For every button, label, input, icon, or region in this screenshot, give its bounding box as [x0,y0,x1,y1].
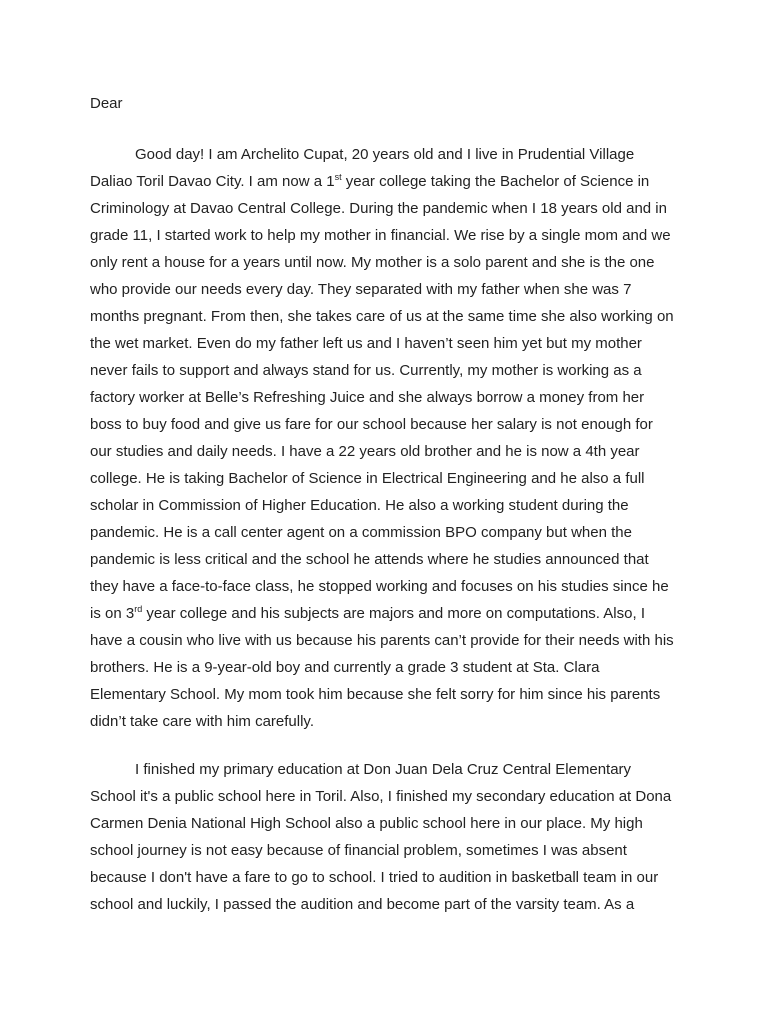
text-line: factory worker at Belle’s Refreshing Juice and she always borrow a money from her [90,389,645,406]
text-line: Carmen Denia National High School also a public school here in our place. My high [90,815,643,832]
text-line: pandemic. He is a call center agent on a commission BPO company but when the [90,524,632,541]
text-segment: year college taking the Bachelor of Science in [341,173,650,190]
text-line: scholar in Commission of Higher Education. He also a working student during the [90,497,629,514]
paragraph-family-background [90,141,710,735]
text-segment: is on 3 [90,605,135,622]
text-line: pandemic is less critical and the school he attends where he studies announced that [90,551,649,568]
text-line: grade 11, I started work to help my mother in financial. We rise by a single mom and we [90,227,671,244]
text-line: Criminology at Davao Central College. During the pandemic when I 18 years old and in [90,200,667,217]
text-line: college. He is taking Bachelor of Science in Electrical Engineering and he also a full [90,470,645,487]
text-line: our studies and daily needs. I have a 22 years old brother and he is now a 4th year [90,443,640,460]
letter-greeting: Dear [90,95,123,112]
text-line: months pregnant. From then, she takes care of us at the same time she also working on [90,308,674,325]
text-line [90,600,710,627]
text-line: boss to buy food and give us fare for our school because her salary is not enough for [90,416,653,433]
text-line: school journey is not easy because of financial problem, sometimes I was absent [90,842,627,859]
superscript: st [334,172,342,182]
text-line: school and luckily, I passed the audition and become part of the varsity team. As a [90,896,635,913]
text-line: who provide our needs every day. They separated with my father when she was 7 [90,281,632,298]
text-line: didn’t take care with him carefully. [90,713,314,730]
superscript: rd [134,604,143,614]
text-line: Elementary School. My mom took him because she felt sorry for him since his parents [90,686,661,703]
text-line: Good day! I am Archelito Cupat, 20 years old and I live in Prudential Village [135,146,635,163]
text-line: I finished my primary education at Don Juan Dela Cruz Central Elementary [135,761,632,778]
text-line: the wet market. Even do my father left us and I haven’t seen him yet but my mother [90,335,642,352]
text-line: School it's a public school here in Toril. Also, I finished my secondary education at Dona [90,788,672,805]
paragraph-education [90,756,710,918]
text-line: have a cousin who live with us because his parents can’t provide for their needs with his [90,632,674,649]
text-segment: year college and his subjects are majors and more on computations. Also, I [142,605,645,622]
text-line [90,168,710,195]
text-line: because I don't have a fare to go to school. I tried to audition in basketball team in our [90,869,659,886]
text-line: only rent a house for a years until now. My mother is a solo parent and she is the one [90,254,655,271]
text-line: brothers. He is a 9-year-old boy and currently a grade 3 student at Sta. Clara [90,659,600,676]
text-segment: Daliao Toril Davao City. I am now a 1 [90,173,335,190]
text-line: never fails to support and always stand for us. Currently, my mother is working as a [90,362,642,379]
text-line: they have a face-to-face class, he stopped working and focuses on his studies since he [90,578,669,595]
